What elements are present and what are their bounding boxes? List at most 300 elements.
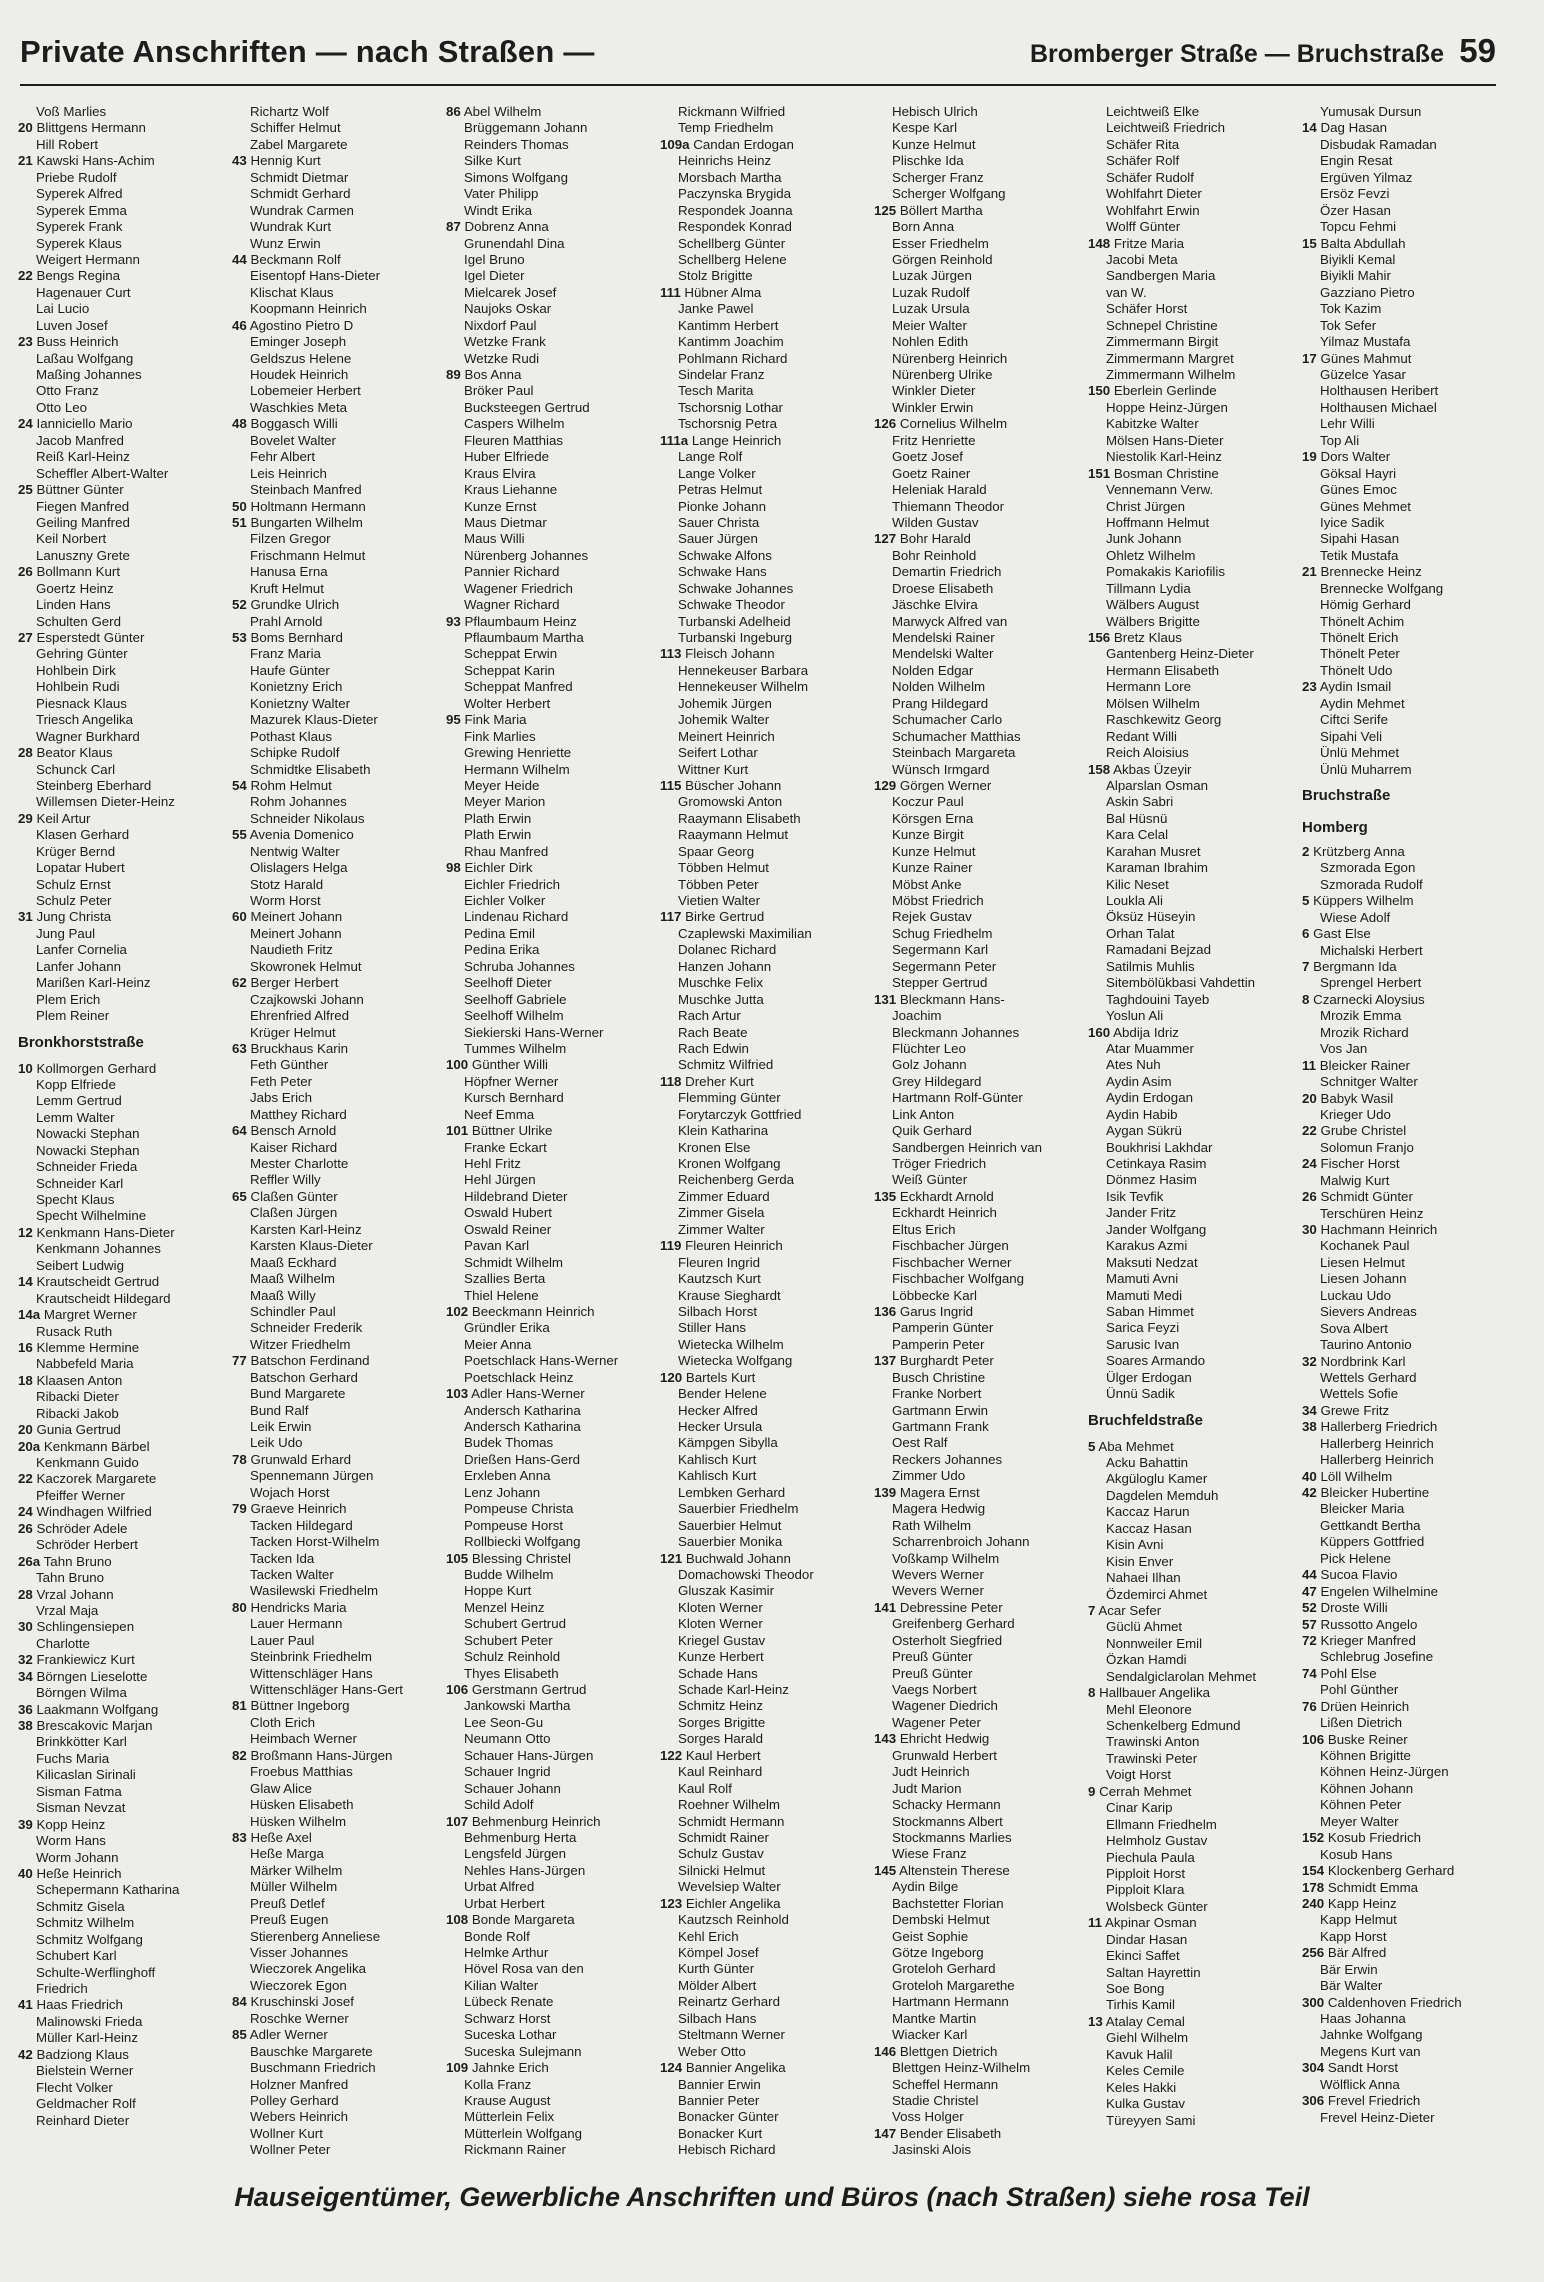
house-number: 20: [1302, 1090, 1317, 1106]
resident-entry: [1088, 1172, 1304, 1188]
resident-name: Tahn Bruno: [43, 1553, 112, 1569]
house-number: 7: [1302, 959, 1310, 974]
resident-entry: [18, 860, 234, 876]
resident-entry: [1088, 1271, 1304, 1287]
resident-entry: [1302, 137, 1518, 153]
resident-entry: [1302, 499, 1518, 515]
directory-column-2: [232, 104, 448, 2164]
resident-entry: [232, 926, 448, 942]
house-number: 21: [18, 153, 33, 169]
resident-entry: [232, 1698, 448, 1714]
house-number: 55: [232, 827, 247, 843]
resident-name: Wundrak Carmen: [250, 202, 354, 218]
resident-name: Preuß Günter: [892, 1649, 973, 1665]
resident-name: Gromowski Anton: [678, 794, 783, 810]
resident-entry: [232, 548, 448, 564]
street-heading: Bruchfeldstraße: [1088, 1411, 1204, 1429]
resident-entry: [1302, 1682, 1518, 1698]
house-number: 109a: [660, 136, 690, 152]
resident-entry: [1088, 383, 1304, 399]
resident-entry: [660, 646, 876, 662]
resident-name: Kilicaslan Sirinali: [36, 1767, 136, 1783]
house-number: 125: [874, 202, 897, 218]
resident-name: Marißen Karl-Heinz: [36, 975, 151, 991]
resident-name: Sandbergen Heinrich van: [892, 1139, 1043, 1155]
resident-entry: [232, 844, 448, 860]
resident-entry: [446, 104, 662, 120]
resident-entry: [874, 1797, 1090, 1813]
resident-name: Wieczorek Egon: [250, 1977, 347, 1993]
resident-name: Sisman Nevzat: [36, 1800, 126, 1816]
resident-entry: [1302, 383, 1518, 399]
resident-name: Batschon Ferdinand: [250, 1353, 370, 1369]
resident-entry: [1302, 1880, 1518, 1896]
resident-entry: [1088, 1784, 1304, 1800]
resident-name: Büttner Günter: [36, 482, 124, 498]
resident-name: Birke Gertrud: [685, 909, 765, 925]
resident-name: Engelen Wilhelmine: [1320, 1583, 1439, 1599]
resident-entry: [1302, 236, 1518, 252]
resident-name: Lauer Paul: [250, 1632, 315, 1648]
resident-name: Karaman Ibrahim: [1106, 860, 1208, 876]
resident-entry: [18, 1981, 234, 1997]
resident-entry: [232, 433, 448, 449]
resident-name: Hallerberg Heinrich: [1320, 1435, 1434, 1451]
resident-entry: [1302, 1666, 1518, 1682]
house-number: 122: [660, 1747, 683, 1763]
resident-entry: [1302, 877, 1518, 893]
resident-name: Schröder Herbert: [36, 1537, 138, 1553]
resident-name: Kunze Herbert: [678, 1649, 764, 1665]
resident-entry: [660, 1485, 876, 1501]
resident-entry: [232, 696, 448, 712]
resident-name: Hallerberg Heinrich: [1320, 1452, 1434, 1468]
resident-entry: [874, 1764, 1090, 1780]
resident-entry: [1302, 1321, 1518, 1337]
resident-name: Jung Paul: [36, 925, 96, 941]
resident-entry: [446, 1666, 662, 1682]
resident-name: Tirhis Kamil: [1106, 1997, 1175, 2013]
resident-name: Kawski Hans-Achim: [36, 153, 155, 169]
resident-entry: [660, 663, 876, 679]
resident-entry: [1088, 1123, 1304, 1139]
house-number: 304: [1302, 2060, 1325, 2076]
resident-name: Rollbiecki Wolfgang: [464, 1534, 581, 1550]
resident-entry: [874, 1945, 1090, 1961]
resident-entry: [18, 285, 234, 301]
resident-entry: [18, 1061, 234, 1077]
house-number: 131: [874, 991, 897, 1007]
resident-entry: [1088, 1074, 1304, 1090]
resident-entry: [660, 1994, 876, 2010]
resident-entry: [446, 499, 662, 515]
resident-entry: [232, 449, 448, 465]
street-range-title: Bromberger Straße — Bruchstraße: [1029, 40, 1444, 68]
resident-entry: [18, 1406, 234, 1422]
resident-name: Reinhard Dieter: [36, 2112, 130, 2128]
resident-entry: [232, 2011, 448, 2027]
resident-entry: [660, 1567, 876, 1583]
resident-entry: [660, 285, 876, 301]
resident-entry: [1088, 1619, 1304, 1635]
resident-entry: [1302, 219, 1518, 235]
resident-name: Witzer Friedhelm: [250, 1336, 351, 1352]
resident-name: Stierenberg Anneliese: [250, 1928, 381, 1944]
resident-entry: [232, 2060, 448, 2076]
resident-entry: [1088, 1570, 1304, 1586]
resident-name: Adler Werner: [249, 2027, 328, 2043]
resident-name: Grunendahl Dina: [464, 235, 565, 251]
resident-name: Gründler Erika: [464, 1320, 550, 1336]
resident-entry: [18, 877, 234, 893]
resident-name: Boukhrisi Lakhdar: [1106, 1139, 1213, 1155]
house-number: 20a: [18, 1438, 41, 1454]
resident-entry: [1088, 252, 1304, 268]
directory-column-1: [18, 104, 234, 2164]
house-number: 26a: [18, 1553, 41, 1569]
resident-entry: [874, 1304, 1090, 1320]
resident-name: Domachowski Theodor: [678, 1566, 814, 1582]
resident-name: Schmitz Gisela: [36, 1898, 125, 1914]
resident-name: Wolsbeck Günter: [1106, 1898, 1208, 1914]
resident-entry: [232, 1271, 448, 1287]
resident-name: Többen Helmut: [678, 860, 769, 876]
resident-entry: [1088, 992, 1304, 1008]
resident-entry: [446, 1485, 662, 1501]
resident-entry: [18, 1669, 234, 1685]
resident-name: Thönelt Udo: [1320, 662, 1393, 678]
resident-name: Oswald Reiner: [464, 1221, 552, 1237]
resident-entry: [232, 1912, 448, 1928]
resident-name: Froebus Matthias: [250, 1764, 353, 1780]
resident-name: Goetz Rainer: [892, 465, 971, 481]
resident-name: Johemik Jürgen: [678, 695, 772, 711]
resident-name: Bleckmann Johannes: [892, 1024, 1020, 1040]
resident-entry: [874, 581, 1090, 597]
resident-name: Kolla Franz: [464, 2076, 532, 2092]
resident-entry: [1302, 1732, 1518, 1748]
resident-entry: [232, 827, 448, 843]
resident-name: Keles Hakki: [1106, 2079, 1177, 2095]
resident-entry: [446, 860, 662, 876]
house-number: 103: [446, 1386, 469, 1402]
resident-entry: [874, 433, 1090, 449]
resident-name: Saltan Hayrettin: [1106, 1964, 1201, 1980]
resident-entry: [18, 1702, 234, 1718]
resident-entry: [660, 1814, 876, 1830]
resident-entry: [232, 367, 448, 383]
resident-name: Bär Alfred: [1327, 1945, 1387, 1961]
resident-entry: [660, 614, 876, 630]
house-number: 23: [18, 334, 33, 350]
resident-entry: [1088, 1915, 1304, 1931]
resident-entry: [446, 1551, 662, 1567]
resident-name: Bauschke Margarete: [250, 2043, 373, 2059]
resident-name: Yoslun Ali: [1106, 1008, 1164, 1024]
resident-name: Caspers Wilhelm: [464, 416, 565, 432]
resident-name: Hohlbein Rudi: [36, 679, 120, 695]
resident-entry: [446, 1337, 662, 1353]
resident-entry: [446, 2126, 662, 2142]
resident-entry: [446, 1912, 662, 1928]
resident-entry: [1302, 433, 1518, 449]
resident-entry: [18, 1932, 234, 1948]
house-number: 154: [1302, 1863, 1325, 1879]
resident-name: Hüsken Elisabeth: [250, 1797, 354, 1813]
resident-name: Köhnen Heinz-Jürgen: [1320, 1764, 1449, 1780]
resident-entry: [446, 893, 662, 909]
resident-entry: [874, 2011, 1090, 2027]
resident-entry: [232, 1731, 448, 1747]
resident-name: Busch Christine: [892, 1369, 986, 1385]
resident-entry: [874, 1912, 1090, 1928]
resident-name: Muschke Felix: [678, 975, 763, 991]
resident-entry: [874, 104, 1090, 120]
resident-entry: [1302, 1189, 1518, 1205]
resident-name: Sauerbier Friedhelm: [678, 1501, 799, 1517]
resident-name: Jung Christa: [36, 909, 112, 925]
resident-name: Tacken Walter: [250, 1566, 334, 1582]
resident-name: Kisin Enver: [1106, 1553, 1174, 1569]
resident-name: Franz Maria: [250, 646, 321, 662]
resident-name: Schwake Theodor: [678, 597, 785, 613]
resident-name: Konietzny Erich: [250, 679, 343, 695]
resident-name: Bonacker Günter: [678, 2109, 779, 2125]
resident-entry: [446, 877, 662, 893]
resident-name: Winkler Erwin: [892, 399, 974, 415]
resident-entry: [232, 729, 448, 745]
resident-name: Worm Horst: [250, 893, 321, 908]
resident-name: Pohl Günther: [1320, 1682, 1399, 1698]
resident-entry: [874, 827, 1090, 843]
house-number: 118: [660, 1073, 682, 1089]
resident-entry: [874, 992, 1090, 1008]
resident-entry: [1088, 762, 1304, 778]
resident-entry: [446, 400, 662, 416]
resident-entry: [446, 1600, 662, 1616]
resident-entry: [874, 696, 1090, 712]
resident-name: Schlingensiepen: [36, 1619, 135, 1635]
resident-entry: [1088, 1652, 1304, 1668]
resident-entry: [446, 2109, 662, 2125]
resident-entry: [232, 1715, 448, 1731]
resident-entry: [232, 400, 448, 416]
resident-name: Drüen Heinrich: [1320, 1698, 1410, 1714]
house-number: 129: [874, 777, 897, 793]
resident-name: Grey Hildegard: [892, 1073, 982, 1089]
house-number: 300: [1302, 1994, 1325, 2010]
resident-entry: [18, 1619, 234, 1635]
resident-name: Schulz Gustav: [678, 1846, 764, 1862]
resident-name: Aydin Ismail: [1319, 679, 1392, 695]
resident-name: Czaplewski Maximilian: [678, 925, 812, 941]
resident-entry: [18, 646, 234, 662]
resident-entry: [232, 466, 448, 482]
resident-name: Satilmis Muhlis: [1106, 958, 1195, 974]
resident-name: Luzak Rudolf: [892, 284, 970, 300]
resident-entry: [1088, 466, 1304, 482]
resident-name: Erxleben Anna: [464, 1468, 551, 1484]
house-number: 18: [18, 1372, 33, 1388]
resident-entry: [18, 1866, 234, 1882]
resident-entry: [874, 2060, 1090, 2076]
resident-name: Heße Heinrich: [36, 1865, 122, 1881]
resident-name: Schipke Rudolf: [250, 745, 340, 761]
resident-name: Nentwig Walter: [250, 843, 340, 859]
resident-entry: [1302, 564, 1518, 580]
resident-name: Bartels Kurt: [685, 1369, 756, 1385]
resident-entry: [446, 1896, 662, 1912]
resident-name: Matthey Richard: [250, 1106, 347, 1122]
resident-name: Heinrichs Heinz: [678, 153, 772, 169]
resident-entry: [1302, 1764, 1518, 1780]
resident-name: Ribacki Dieter: [36, 1389, 119, 1405]
resident-name: Ates Nuh: [1106, 1057, 1161, 1073]
resident-entry: [18, 564, 234, 580]
resident-name: Scheppat Erwin: [464, 646, 558, 662]
resident-name: Preuß Günter: [892, 1665, 973, 1681]
resident-name: Lobemeier Herbert: [250, 383, 361, 399]
resident-entry: [232, 1583, 448, 1599]
resident-entry: [1088, 1320, 1304, 1336]
resident-name: Marwyck Alfred van: [892, 613, 1008, 629]
resident-entry: [874, 318, 1090, 334]
resident-entry: [660, 120, 876, 136]
resident-name: Konietzny Walter: [250, 695, 351, 711]
resident-name: Huber Elfriede: [464, 449, 549, 465]
house-number: 111: [660, 284, 681, 300]
resident-entry: [1088, 367, 1304, 383]
resident-entry: [660, 630, 876, 646]
resident-name: Ianniciello Mario: [36, 416, 133, 432]
resident-entry: [1088, 1521, 1304, 1537]
resident-name: Wetzke Rudi: [464, 350, 540, 366]
resident-entry: [1088, 1189, 1304, 1205]
resident-name: Dembski Helmut: [892, 1912, 990, 1928]
resident-entry: [660, 1961, 876, 1977]
house-number: 150: [1088, 383, 1111, 399]
resident-name: Polley Gerhard: [250, 2092, 339, 2108]
resident-name: Stockmanns Marlies: [892, 1829, 1012, 1845]
resident-name: Seelhoff Gabriele: [464, 991, 567, 1007]
resident-entry: [874, 597, 1090, 613]
resident-entry: [874, 679, 1090, 695]
resident-name: Klaasen Anton: [36, 1372, 123, 1388]
resident-name: Pohl Else: [1320, 1665, 1377, 1681]
resident-name: Rach Edwin: [678, 1040, 749, 1056]
resident-entry: [874, 1567, 1090, 1583]
resident-entry: [874, 1781, 1090, 1797]
resident-entry: [1088, 696, 1304, 712]
house-number: 121: [660, 1550, 683, 1566]
resident-name: Tok Sefer: [1320, 317, 1377, 333]
resident-entry: [232, 1255, 448, 1271]
resident-name: Weigert Hermann: [36, 251, 140, 267]
resident-entry: [660, 1633, 876, 1649]
resident-entry: [232, 646, 448, 662]
resident-entry: [446, 1090, 662, 1106]
resident-name: Stolz Brigitte: [678, 268, 753, 284]
resident-entry: [874, 301, 1090, 317]
house-number: 21: [1302, 564, 1317, 580]
house-number: 17: [1302, 350, 1317, 366]
resident-entry: [18, 252, 234, 268]
resident-name: Plischke Ida: [892, 153, 964, 169]
directory-columns: [18, 104, 1518, 2164]
resident-name: Möbst Anke: [892, 876, 962, 892]
resident-name: Köhnen Brigitte: [1320, 1748, 1411, 1763]
resident-name: Urbat Herbert: [464, 1895, 545, 1911]
house-number: 306: [1302, 2093, 1325, 2109]
resident-entry: [1088, 581, 1304, 597]
resident-name: Ünlü Muharrem: [1320, 761, 1412, 777]
resident-name: Büttner Ingeborg: [250, 1698, 350, 1714]
resident-entry: [1302, 1567, 1518, 1583]
resident-name: Schmidt Rainer: [678, 1829, 769, 1845]
resident-entry: [18, 1324, 234, 1340]
resident-name: Hehl Fritz: [464, 1156, 521, 1171]
resident-name: Bungarten Wilhelm: [250, 514, 363, 530]
resident-entry: [1302, 1123, 1518, 1139]
resident-entry: [232, 1123, 448, 1139]
resident-name: Pannier Richard: [464, 564, 560, 580]
resident-name: Kehl Erich: [678, 1928, 739, 1944]
resident-entry: [660, 1288, 876, 1304]
resident-entry: [446, 1567, 662, 1583]
resident-name: Göksal Hayri: [1320, 465, 1397, 481]
resident-entry: [1302, 1419, 1518, 1435]
resident-entry: [446, 120, 662, 136]
house-number: 15: [1302, 235, 1317, 251]
resident-name: Voßkamp Wilhelm: [892, 1550, 1000, 1566]
resident-entry: [446, 1189, 662, 1205]
resident-name: Beeckmann Heinrich: [471, 1303, 595, 1319]
resident-name: Turbanski Adelheid: [678, 613, 791, 629]
resident-name: Mantke Martin: [892, 2010, 977, 2026]
resident-entry: [660, 1879, 876, 1895]
house-number: 10: [18, 1060, 33, 1076]
resident-name: Lee Seon-Gu: [464, 1714, 544, 1730]
resident-entry: [1088, 729, 1304, 745]
resident-name: Gluszak Kasimir: [678, 1583, 775, 1599]
resident-name: Meinert Johann: [250, 909, 343, 925]
resident-name: Götze Ingeborg: [892, 1945, 984, 1960]
resident-entry: [232, 1863, 448, 1879]
resident-name: Tesch Marita: [678, 383, 754, 399]
house-number: 2: [1302, 843, 1310, 859]
resident-entry: [232, 1929, 448, 1945]
resident-entry: [18, 1373, 234, 1389]
resident-name: Hennekeuser Wilhelm: [678, 679, 809, 695]
resident-entry: [446, 630, 662, 646]
resident-entry: [1302, 1370, 1518, 1386]
resident-entry: [1302, 1814, 1518, 1830]
resident-entry: [660, 959, 876, 975]
house-number: 8: [1302, 991, 1310, 1007]
resident-name: Acku Bahattin: [1106, 1455, 1189, 1470]
resident-name: Jander Wolfgang: [1106, 1221, 1207, 1237]
resident-name: Jasinski Alois: [892, 2142, 972, 2158]
resident-entry: [446, 1320, 662, 1336]
resident-name: Zimmermann Margret: [1106, 350, 1234, 366]
resident-name: Aydin Mehmet: [1320, 695, 1405, 711]
resident-entry: [446, 1715, 662, 1731]
resident-name: Keles Cemile: [1106, 2063, 1185, 2079]
resident-entry: [1302, 910, 1518, 926]
resident-entry: [660, 1304, 876, 1320]
resident-entry: [1088, 1025, 1304, 1041]
house-number: 83: [232, 1829, 247, 1845]
